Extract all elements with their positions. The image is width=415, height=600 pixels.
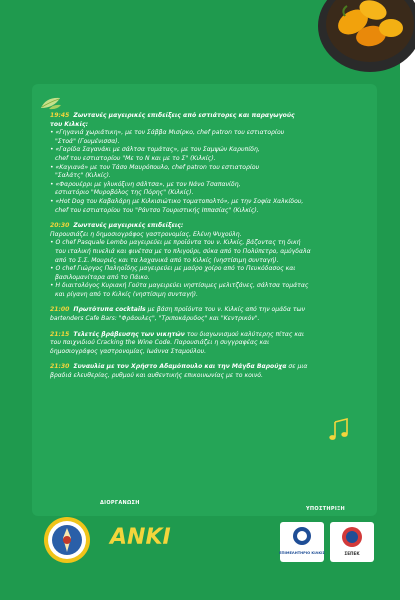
program-slot-2100 [50, 306, 375, 323]
organizer-seal-logo [43, 516, 91, 564]
list-item: chef του εστιατορίου του "Ράντσο Τουριστικής Ιππασίας" (Κιλκίς). [55, 206, 259, 214]
list-item: και ρίγανη από το Κιλκίς (νηστίσιμη συνταγή). [55, 290, 198, 298]
support-label: ΥΠΟΣΤΗΡΙΞΗ [306, 506, 345, 512]
program-list [50, 112, 375, 388]
sponsor-2-text: ΣΕΠΕΚ [344, 551, 360, 556]
slot-heading [50, 222, 375, 231]
list-item: του ιταλική πινελιά και φινέτσα με το πλιγούρι, σύκα από το Πολύπετρο, αμύγδαλα [55, 247, 311, 255]
music-notes-icon [328, 418, 350, 442]
slot-heading [50, 331, 375, 340]
slot-text: σε μια [288, 363, 308, 371]
program-slot-2030 [50, 222, 375, 299]
sponsor-1-text: ΕΠΙΜΕΛΗΤΗΡΙΟ ΚΙΛΚΙΣ [279, 551, 325, 555]
slot-text: με βάση προϊόντα του ν. Κιλκίς από την ομάδα των [147, 306, 306, 314]
slot-heading [50, 112, 375, 121]
slot-heading [50, 363, 375, 372]
program-slot-2130 [50, 363, 375, 380]
slot-title: Τελετές βράβευσης των νικητών [73, 330, 185, 338]
list-item: • «Φαρουέρρι με γλυκόξινη σάλτσα», με τον Νάνο Τσαπανίδη, [50, 180, 241, 188]
list-item: "Στοά" (Γουμένισσα). [55, 137, 120, 145]
list-item: • Η διαιτολόγος Κυριακή Γούτα μαγειρεύει νηστίσιμες μελιτζάνες, σάλτσα τομάτας [50, 282, 309, 290]
sponsor-sepek-logo [330, 522, 374, 562]
slot-title: Συναυλία με τον Χρήστο Αδαμόπουλο και την Μάγδα Βαρούχα [73, 363, 287, 371]
slot-text: του παιχνιδιού Cracking the Wine Code. Παρουσιάζει η συγγραφέας και [50, 339, 270, 347]
olive-leaf-icon [40, 96, 62, 110]
slot-title: Ζωντανές μαγειρικές επιδείξεις: [73, 222, 184, 230]
slot-title: Ζωντανές μαγειρικές επιδείξεις από εστιάτορες και παραγωγούς [73, 112, 295, 119]
slot-text: bartenders Cafe Bars: "Φράουλες", "Τριποκάρυδος" και "Κεντρικόν". [50, 315, 260, 323]
slot-time: 19:45 [50, 112, 70, 119]
slot-text: δημοσιογράφος γαστρονομίας, Ιωάννα Σταμούλου. [50, 347, 207, 355]
slot-title: Πρωτότυπα cocktails [73, 306, 146, 314]
sponsor-chamber-logo [280, 522, 324, 562]
organizer-label: ΔΙΟΡΓΑΝΩΣΗ [100, 500, 140, 506]
list-item: βασιλομανίταρα από το Πάικο. [55, 273, 150, 281]
list-item: • Ο chef Pasquale Lembo μαγειρεύει με προϊόντα του ν. Κιλκίς, βάζοντας τη δική [50, 239, 301, 247]
list-item: "Σαλάτς" (Κιλκίς). [55, 172, 111, 180]
slot-text: βραδιά ελευθερίας, ρυθμού και αυθεντικής επικοινωνίας με το κοινό. [50, 372, 263, 380]
anki-logo [108, 519, 171, 551]
slot-time: 21:15 [50, 330, 70, 338]
program-slot-2115 [50, 331, 375, 357]
slot-heading [50, 306, 375, 315]
list-item: • Ο chef Γιώργος Παληοΐδης μαγειρεύει με μαύρο χοίρο από το Πευκόδασος και [50, 265, 296, 273]
slot-text: του διαγωνισμού καλύτερης πίτας και [186, 330, 305, 338]
list-item: εστιατόριο "Μυροβόλος της Πόρης" (Κιλκίς). [55, 189, 194, 197]
slot-title-cont: του Κιλκίς: [50, 120, 89, 128]
slot-time: 21:00 [50, 306, 70, 314]
list-item: • «Hot Dog του Καβαλάρη με Κιλκισιώτικο τοματοπολτό», με την Σοφία Χαλκίδου, [50, 197, 304, 205]
list-item: • «Γαρίδα Σαγανάκι με σάλτσα τομάτας», με τον Σαμψών Καρυπίδη, [50, 146, 260, 154]
program-slot-1945 [50, 112, 375, 215]
anki-logo-text: ΑΝΚΙ [110, 525, 171, 550]
pepper-plate-icon [315, 0, 415, 78]
slot-time: 21:30 [50, 363, 70, 371]
list-item: • «Γηγανιά χωριάτικη», με τον Σάββα Μισίρκο, chef patron του εστιατορίου [50, 129, 285, 137]
slot-time: 20:30 [50, 222, 70, 230]
list-item: • «Καγιανά» με τον Τάσο Μαυρόπουλο, chef patron του εστιατορίου [50, 163, 260, 171]
list-item: chef του εστιατορίου "Με το Ν και με το Σ" (Κιλκίς). [55, 154, 216, 162]
list-item: Παρουσιάζει η δημοσιογράφος γαστρονομίας, Ελένη Ψυχούλη. [50, 230, 242, 238]
list-item: από το Σ.Σ. Μουριές και τα λαχανικά από το Κιλκίς (νηστίσιμη συνταγή). [55, 256, 279, 264]
